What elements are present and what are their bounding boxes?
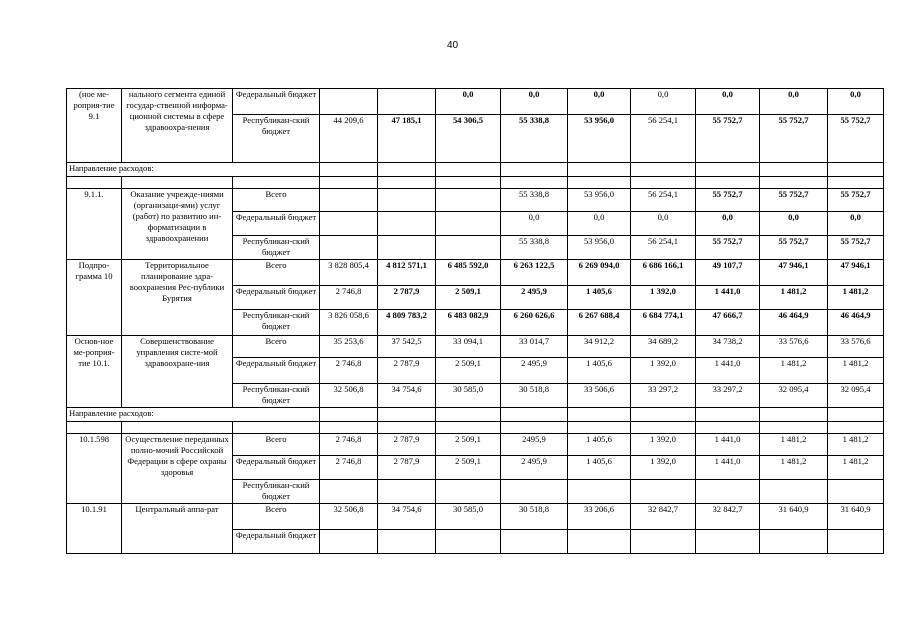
value-cell: 2 509,1 [436, 286, 501, 310]
value-cell: 1 481,2 [828, 286, 884, 310]
value-cell: 1 481,2 [828, 358, 884, 384]
value-cell: 6 483 082,9 [436, 310, 501, 336]
value-cell: 32 095,4 [760, 384, 828, 408]
value-cell: 1 481,2 [760, 286, 828, 310]
funding-source: Федеральный бюджет [233, 89, 320, 115]
value-cell: 30 518,8 [501, 504, 568, 530]
funding-source: Федеральный бюджет [233, 358, 320, 384]
value-cell: 2 787,9 [378, 434, 436, 456]
value-cell: 1 392,0 [631, 358, 696, 384]
row-name: Совершенствование управления систе-мой здравоохране-ния [122, 336, 233, 408]
value-cell: 6 684 774,1 [631, 310, 696, 336]
value-cell: 2495,9 [501, 434, 568, 456]
value-cell [320, 480, 378, 504]
value-cell: 55 338,8 [501, 115, 568, 163]
value-cell [320, 236, 378, 260]
value-cell: 1 441,0 [696, 434, 760, 456]
funding-source: Всего [233, 260, 320, 286]
value-cell: 55 752,7 [828, 189, 884, 212]
value-cell: 31 640,9 [828, 504, 884, 530]
value-cell: 1 481,2 [760, 434, 828, 456]
value-cell: 55 752,7 [696, 115, 760, 163]
value-cell: 2 787,9 [378, 456, 436, 480]
funding-source: Федеральный бюджет [233, 456, 320, 480]
value-cell [320, 189, 378, 212]
row-code: 10.1.91 [67, 504, 122, 554]
funding-source: Всего [233, 504, 320, 530]
value-cell: 0,0 [760, 89, 828, 115]
value-cell: 30 585,0 [436, 384, 501, 408]
row-code: (ное ме-роприя-тие 9.1 [67, 89, 122, 163]
value-cell: 33 506,6 [568, 384, 631, 408]
value-cell: 2 787,9 [378, 358, 436, 384]
value-cell [378, 480, 436, 504]
value-cell: 32 095,4 [828, 384, 884, 408]
funding-source: Республикан-ский бюджет [233, 310, 320, 336]
value-cell: 6 269 094,0 [568, 260, 631, 286]
value-cell: 2 509,1 [436, 434, 501, 456]
section-label: Направление расходов: [67, 163, 320, 177]
value-cell: 2 509,1 [436, 358, 501, 384]
row-name: Осуществление переданных полно-мочий Российской Федерации в сфере охраны здоровья [122, 434, 233, 504]
funding-source: Республикан-ский бюджет [233, 480, 320, 504]
value-cell [436, 189, 501, 212]
value-cell: 55 338,8 [501, 236, 568, 260]
value-cell [760, 480, 828, 504]
table-row [67, 434, 884, 456]
value-cell: 2 509,1 [436, 456, 501, 480]
section-row [67, 163, 884, 177]
value-cell [320, 212, 378, 236]
value-cell: 1 481,2 [760, 456, 828, 480]
value-cell [378, 530, 436, 554]
value-cell: 0,0 [568, 89, 631, 115]
value-cell: 46 464,9 [828, 310, 884, 336]
value-cell: 34 754,6 [378, 504, 436, 530]
value-cell [568, 530, 631, 554]
value-cell: 1 392,0 [631, 286, 696, 310]
funding-source: Всего [233, 189, 320, 212]
value-cell: 33 297,2 [631, 384, 696, 408]
value-cell: 0,0 [436, 89, 501, 115]
value-cell [501, 480, 568, 504]
value-cell: 33 576,6 [828, 336, 884, 358]
value-cell: 1 481,2 [828, 456, 884, 480]
value-cell: 1 481,2 [828, 434, 884, 456]
value-cell: 6 267 688,4 [568, 310, 631, 336]
value-cell: 1 481,2 [760, 358, 828, 384]
value-cell: 53 956,0 [568, 236, 631, 260]
value-cell: 32 842,7 [696, 504, 760, 530]
value-cell: 33 576,6 [760, 336, 828, 358]
value-cell [378, 189, 436, 212]
value-cell: 47 946,1 [828, 260, 884, 286]
value-cell: 2 746,8 [320, 286, 378, 310]
value-cell: 0,0 [501, 89, 568, 115]
value-cell: 55 752,7 [760, 115, 828, 163]
table-row [67, 336, 884, 358]
value-cell: 30 518,8 [501, 384, 568, 408]
value-cell: 47 946,1 [760, 260, 828, 286]
funding-source: Всего [233, 336, 320, 358]
value-cell: 32 506,8 [320, 504, 378, 530]
value-cell: 2 787,9 [378, 286, 436, 310]
value-cell [696, 480, 760, 504]
value-cell: 31 640,9 [760, 504, 828, 530]
value-cell: 2 495,9 [501, 456, 568, 480]
value-cell [828, 530, 884, 554]
value-cell: 46 464,9 [760, 310, 828, 336]
value-cell: 2 746,8 [320, 358, 378, 384]
value-cell [378, 212, 436, 236]
value-cell: 30 585,0 [436, 504, 501, 530]
row-code: 10.1.598 [67, 434, 122, 504]
value-cell: 1 405,6 [568, 434, 631, 456]
table-row [67, 260, 884, 286]
value-cell: 55 752,7 [760, 189, 828, 212]
value-cell: 34 689,2 [631, 336, 696, 358]
table-row [67, 89, 884, 115]
value-cell: 33 014,7 [501, 336, 568, 358]
value-cell: 53 956,0 [568, 189, 631, 212]
funding-source: Республикан-ский бюджет [233, 115, 320, 163]
value-cell: 0,0 [568, 212, 631, 236]
value-cell: 32 842,7 [631, 504, 696, 530]
value-cell [696, 530, 760, 554]
funding-source: Федеральный бюджет [233, 530, 320, 554]
funding-source: Республикан-ский бюджет [233, 384, 320, 408]
value-cell: 33 206,6 [568, 504, 631, 530]
value-cell: 6 485 592,0 [436, 260, 501, 286]
value-cell [436, 236, 501, 260]
value-cell: 56 254,1 [631, 236, 696, 260]
value-cell: 55 752,7 [696, 236, 760, 260]
value-cell: 6 260 626,6 [501, 310, 568, 336]
value-cell: 1 441,0 [696, 456, 760, 480]
spacer-row [67, 422, 884, 434]
value-cell: 2 746,8 [320, 434, 378, 456]
value-cell: 4 812 571,1 [378, 260, 436, 286]
value-cell [320, 89, 378, 115]
value-cell [828, 480, 884, 504]
row-name: Территориальное планирование здра-воохранения Рес-публики Бурятия [122, 260, 233, 336]
value-cell: 1 405,6 [568, 456, 631, 480]
funding-source: Федеральный бюджет [233, 286, 320, 310]
section-label: Направление расходов: [67, 408, 320, 422]
value-cell [631, 530, 696, 554]
spacer-row [67, 177, 884, 189]
value-cell [320, 530, 378, 554]
row-name: Центральный аппа-рат [122, 504, 233, 554]
value-cell: 0,0 [501, 212, 568, 236]
value-cell: 49 107,7 [696, 260, 760, 286]
value-cell: 56 254,1 [631, 115, 696, 163]
value-cell: 1 405,6 [568, 358, 631, 384]
funding-source: Республикан-ский бюджет [233, 236, 320, 260]
value-cell: 3 826 058,6 [320, 310, 378, 336]
value-cell: 34 912,2 [568, 336, 631, 358]
value-cell: 44 209,6 [320, 115, 378, 163]
value-cell: 1 441,0 [696, 358, 760, 384]
value-cell: 1 392,0 [631, 456, 696, 480]
table-row [67, 189, 884, 212]
value-cell: 56 254,1 [631, 189, 696, 212]
section-row [67, 408, 884, 422]
value-cell: 33 297,2 [696, 384, 760, 408]
row-name: Оказание учрежде-ниями (организаци-ями) услуг (работ) по развитию ин-форматизации в здравоохранении [122, 189, 233, 260]
page-number: 40 [446, 40, 459, 51]
value-cell: 32 506,8 [320, 384, 378, 408]
value-cell [760, 530, 828, 554]
funding-source: Всего [233, 434, 320, 456]
value-cell: 6 263 122,5 [501, 260, 568, 286]
value-cell: 2 746,8 [320, 456, 378, 480]
value-cell: 53 956,0 [568, 115, 631, 163]
value-cell: 0,0 [696, 89, 760, 115]
row-code: Основ-ное ме-роприя-тие 10.1. [67, 336, 122, 408]
value-cell: 33 094,1 [436, 336, 501, 358]
value-cell [436, 212, 501, 236]
value-cell: 0,0 [760, 212, 828, 236]
value-cell [378, 236, 436, 260]
value-cell: 3 828 805,4 [320, 260, 378, 286]
value-cell: 55 338,8 [501, 189, 568, 212]
value-cell [501, 530, 568, 554]
value-cell: 4 809 783,2 [378, 310, 436, 336]
value-cell: 1 405,6 [568, 286, 631, 310]
value-cell: 0,0 [828, 89, 884, 115]
value-cell: 55 752,7 [696, 189, 760, 212]
budget-table [66, 88, 884, 554]
value-cell [436, 530, 501, 554]
value-cell [568, 480, 631, 504]
value-cell [631, 480, 696, 504]
row-code: 9.1.1. [67, 189, 122, 260]
value-cell: 55 752,7 [760, 236, 828, 260]
row-name: нального сегмента единой государ-ственной информа-ционной системы в сфере здравоохра-нения [122, 89, 233, 163]
value-cell [378, 89, 436, 115]
value-cell: 0,0 [828, 212, 884, 236]
value-cell: 0,0 [696, 212, 760, 236]
value-cell: 0,0 [631, 89, 696, 115]
value-cell: 35 253,6 [320, 336, 378, 358]
funding-source: Федеральный бюджет [233, 212, 320, 236]
value-cell: 54 306,5 [436, 115, 501, 163]
row-code: Подпро-грамма 10 [67, 260, 122, 336]
value-cell: 1 392,0 [631, 434, 696, 456]
value-cell: 47 185,1 [378, 115, 436, 163]
value-cell: 55 752,7 [828, 115, 884, 163]
value-cell: 47 666,7 [696, 310, 760, 336]
table-row [67, 504, 884, 530]
value-cell: 37 542,5 [378, 336, 436, 358]
value-cell: 2 495,9 [501, 286, 568, 310]
value-cell [436, 480, 501, 504]
value-cell: 0,0 [631, 212, 696, 236]
value-cell: 34 754,6 [378, 384, 436, 408]
value-cell: 6 686 166,1 [631, 260, 696, 286]
value-cell: 34 738,2 [696, 336, 760, 358]
value-cell: 2 495,9 [501, 358, 568, 384]
value-cell: 55 752,7 [828, 236, 884, 260]
value-cell: 1 441,0 [696, 286, 760, 310]
